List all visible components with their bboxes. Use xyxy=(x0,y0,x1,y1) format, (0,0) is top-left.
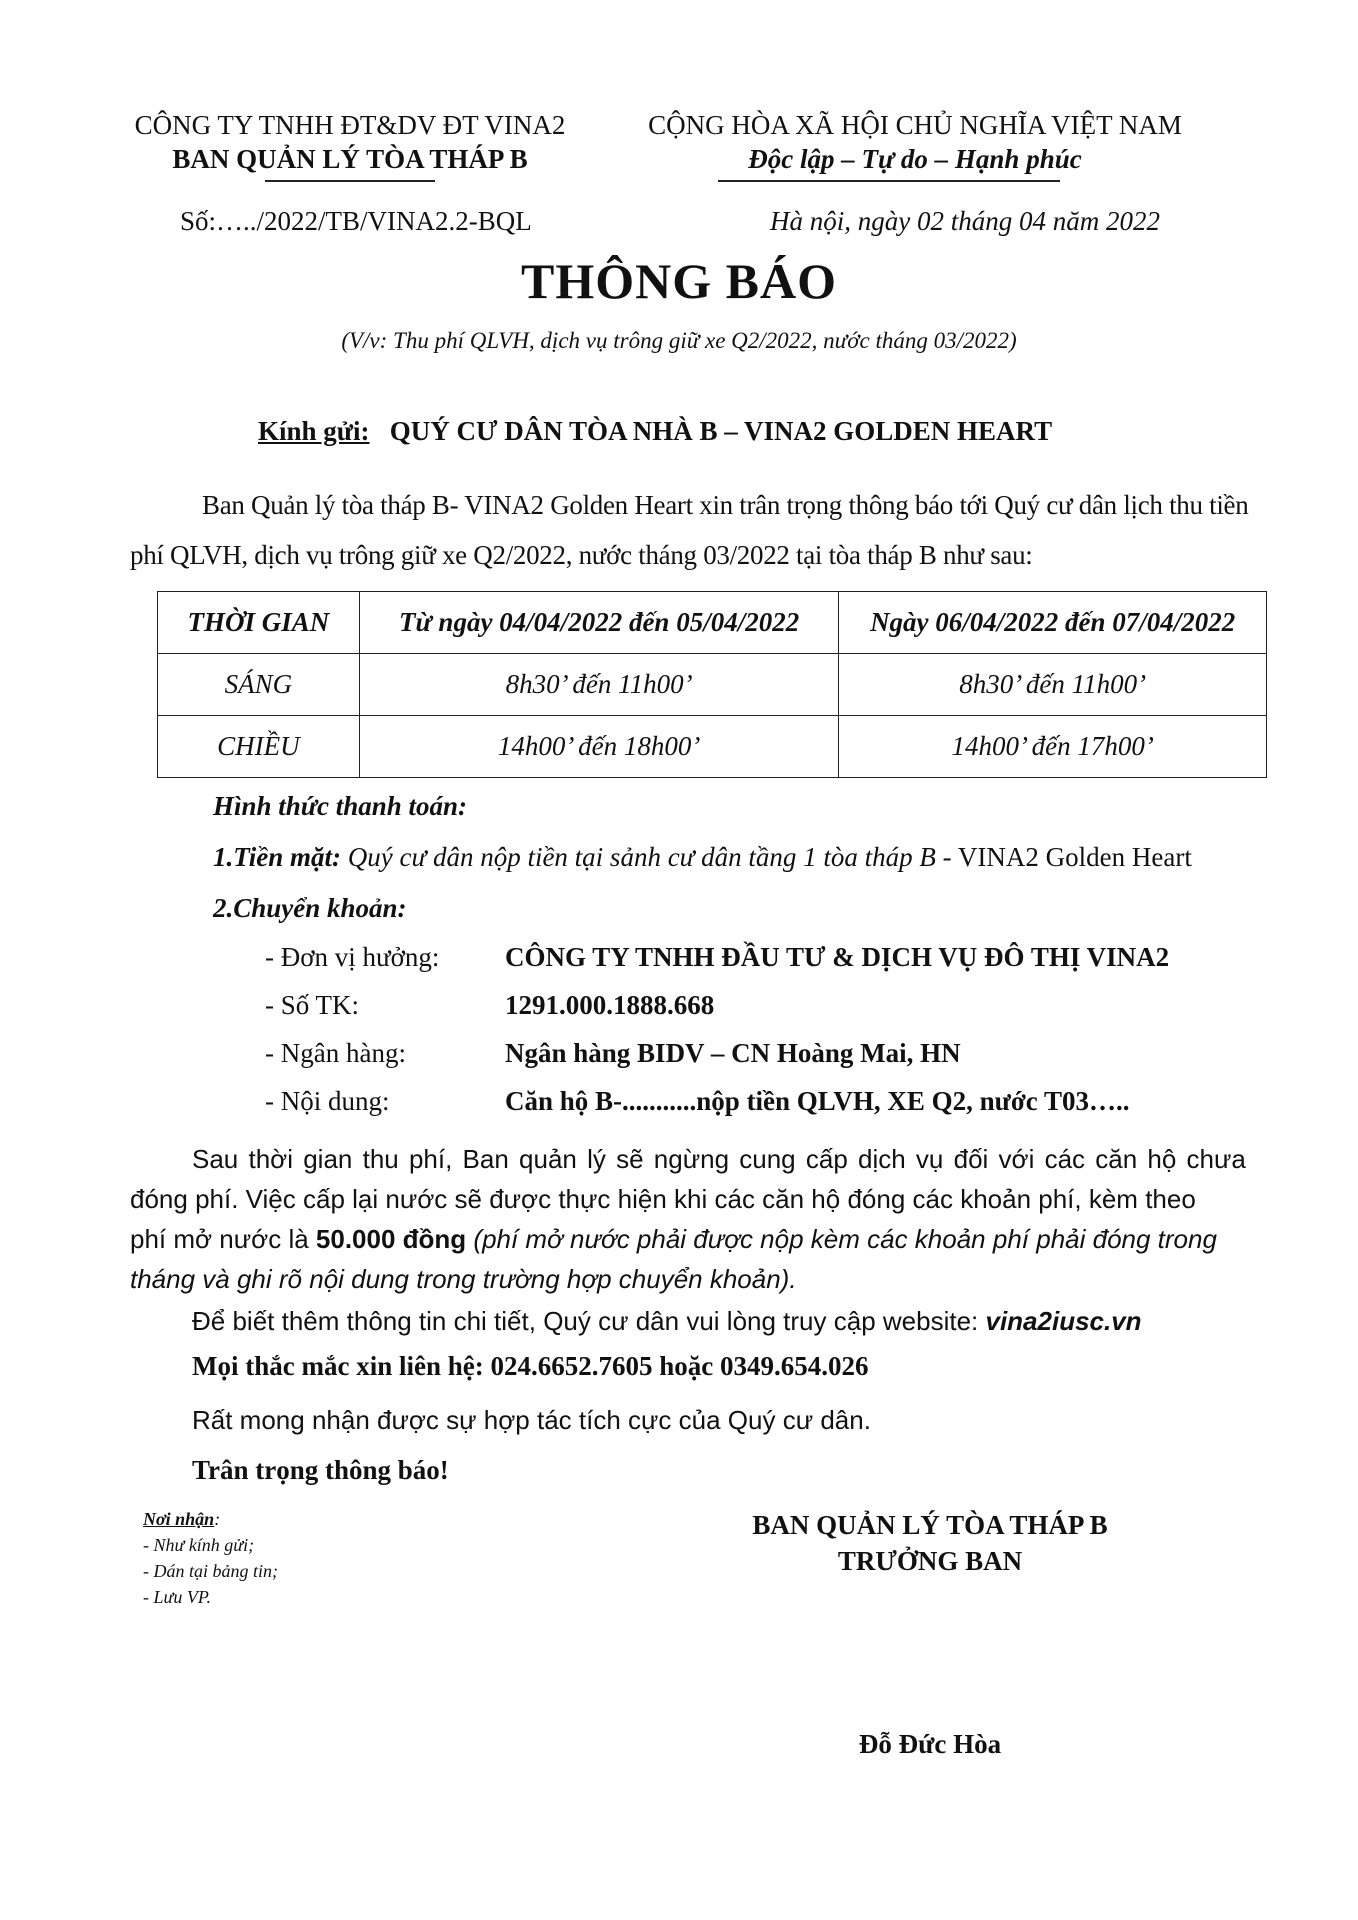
transfer-label-bank: - Ngân hàng: xyxy=(265,1038,406,1068)
cash-label: 1.Tiền mặt: xyxy=(213,842,341,872)
recipients-heading-colon: : xyxy=(214,1509,221,1529)
table-header-cell: Ngày 06/04/2022 đến 07/04/2022 xyxy=(839,592,1267,654)
signature-position: TRƯỞNG BAN xyxy=(837,1546,1023,1576)
payment-cash-line xyxy=(213,842,1192,873)
table-header-cell: THỜI GIAN xyxy=(158,592,360,654)
company-block xyxy=(110,108,590,176)
transfer-value-bank: Ngân hàng BIDV – CN Hoàng Mai, HN xyxy=(505,1038,961,1068)
management-board-name: BAN QUẢN LÝ TÒA THÁP B xyxy=(172,144,528,174)
table-header-row xyxy=(158,592,1267,654)
fee-text: phí mở nước là xyxy=(130,1224,316,1254)
list-item: - Như kính gửi; xyxy=(143,1535,255,1555)
transfer-heading: 2.Chuyển khoản: xyxy=(213,893,407,923)
transfer-label-account: - Số TK: xyxy=(265,990,360,1020)
fee-paragraph-line-2: đóng phí. Việc cấp lại nước sẽ được thực hiện khi các căn hộ đóng các khoản phí, kèm theo xyxy=(130,1184,1196,1214)
transfer-value-account: 1291.000.1888.668 xyxy=(505,990,715,1020)
signer-name: Đỗ Đức Hòa xyxy=(858,1729,1002,1759)
recipients-heading-text: Nơi nhận xyxy=(143,1509,215,1529)
fee-paragraph-line-1: Sau thời gian thu phí, Ban quản lý sẽ ngừng cung cấp dịch vụ đối với các căn hộ chưa xyxy=(192,1144,1246,1174)
cooperation-line: Rất mong nhận được sự hợp tác tích cực của Quý cư dân. xyxy=(192,1405,871,1435)
recipients-heading xyxy=(143,1506,278,1532)
intro-line-2: phí QLVH, dịch vụ trông giữ xe Q2/2022, nước tháng 03/2022 tại tòa tháp B như sau: xyxy=(130,540,1033,570)
website-link[interactable]: vina2iusc.vn xyxy=(985,1306,1142,1336)
table-cell: 8h30’ đến 11h00’ xyxy=(359,654,839,716)
table-row xyxy=(158,716,1267,778)
document-number: Số:…../2022/TB/VINA2.2-BQL xyxy=(180,206,532,236)
signature-org: BAN QUẢN LÝ TÒA THÁP B xyxy=(752,1510,1108,1540)
table-header-cell: Từ ngày 04/04/2022 đến 05/04/2022 xyxy=(359,592,839,654)
motto-underline xyxy=(718,180,1060,182)
fee-paragraph-line-3 xyxy=(130,1219,1265,1259)
table-cell: 14h00’ đến 17h00’ xyxy=(839,716,1267,778)
table-row xyxy=(158,654,1267,716)
recipient-value: QUÝ CƯ DÂN TÒA NHÀ B – VINA2 GOLDEN HEART xyxy=(389,416,1053,446)
transfer-label-content: - Nội dung: xyxy=(265,1086,390,1116)
payment-heading: Hình thức thanh toán: xyxy=(213,791,468,821)
table-cell: CHIỀU xyxy=(158,716,360,778)
recipient-line xyxy=(258,416,1052,447)
transfer-label-beneficiary: - Đơn vị hưởng: xyxy=(265,942,440,972)
cash-suffix: - VINA2 Golden Heart xyxy=(935,842,1192,872)
table-cell: 14h00’ đến 18h00’ xyxy=(359,716,839,778)
document-subtitle: (V/v: Thu phí QLVH, dịch vụ trông giữ xe Q2/2022, nước tháng 03/2022) xyxy=(341,328,1017,353)
republic-block xyxy=(615,108,1215,176)
document-date: Hà nội, ngày 02 tháng 04 năm 2022 xyxy=(770,206,1160,236)
fee-paragraph-line-4: tháng và ghi rõ nội dung trong trường hợp chuyển khoản). xyxy=(130,1264,797,1294)
reopen-fee-amount: 50.000 đồng xyxy=(315,1224,467,1254)
list-item: - Lưu VP. xyxy=(143,1587,211,1607)
republic-name: CỘNG HÒA XÃ HỘI CHỦ NGHĨA VIỆT NAM xyxy=(648,110,1182,140)
table-cell: 8h30’ đến 11h00’ xyxy=(839,654,1267,716)
recipient-label: Kính gửi: xyxy=(258,416,370,446)
closing-line: Trân trọng thông báo! xyxy=(192,1455,449,1485)
intro-line-1: Ban Quản lý tòa tháp B- VINA2 Golden Heart xin trân trọng thông báo tới Quý cư dân lịch thu tiền xyxy=(202,490,1249,520)
transfer-value-content: Căn hộ B-...........nộp tiền QLVH, XE Q2, nước T03….. xyxy=(505,1086,1130,1116)
website-line xyxy=(192,1301,1142,1341)
motto: Độc lập – Tự do – Hạnh phúc xyxy=(748,144,1082,174)
reopen-fee-note: (phí mở nước phải được nộp kèm các khoản phí phải đóng trong xyxy=(466,1224,1217,1254)
table-cell: SÁNG xyxy=(158,654,360,716)
document-title: THÔNG BÁO xyxy=(521,253,837,309)
company-name: CÔNG TY TNHH ĐT&DV ĐT VINA2 xyxy=(134,110,566,140)
company-underline xyxy=(265,180,435,182)
website-text: Để biết thêm thông tin chi tiết, Quý cư dân vui lòng truy cập website: xyxy=(192,1306,986,1336)
list-item: - Dán tại bảng tin; xyxy=(143,1561,278,1581)
contact-line: Mọi thắc mắc xin liên hệ: 024.6652.7605 hoặc 0349.654.026 xyxy=(192,1351,869,1381)
cash-text: Quý cư dân nộp tiền tại sảnh cư dân tầng 1 tòa tháp B xyxy=(347,842,936,872)
recipients-list xyxy=(143,1506,278,1610)
transfer-value-beneficiary: CÔNG TY TNHH ĐẦU TƯ & DỊCH VỤ ĐÔ THỊ VINA2 xyxy=(505,942,1170,972)
collection-schedule-table xyxy=(157,591,1267,778)
